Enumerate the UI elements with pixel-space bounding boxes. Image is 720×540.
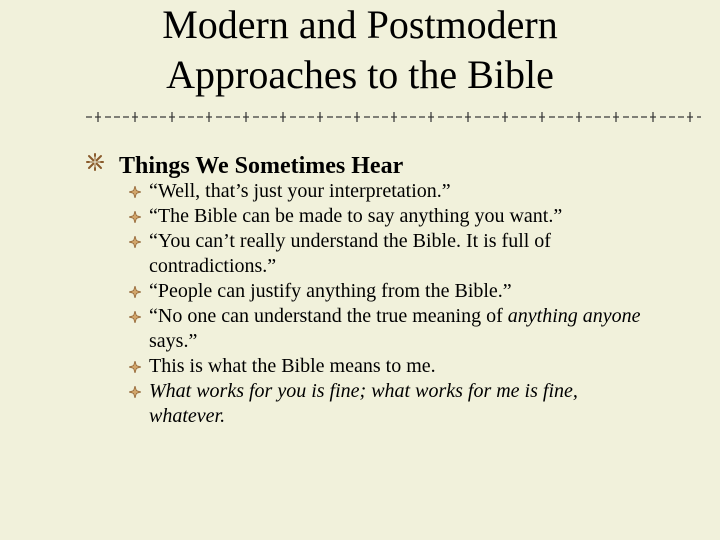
list-item — [129, 354, 649, 379]
heading-text: Things We Sometimes Hear — [119, 153, 404, 179]
list-item-text: “You can’t really understand the Bible. It is full of contradictions.” — [149, 230, 551, 277]
list-item-text-end: says.” — [149, 330, 198, 352]
list-item — [129, 179, 649, 204]
list-item-period: . — [220, 405, 226, 427]
four-point-star-icon — [129, 186, 141, 198]
list-item-text: This is what the Bible means to me. — [149, 355, 436, 377]
four-point-star-icon — [129, 386, 141, 398]
four-point-star-icon — [129, 211, 141, 223]
list-item-emphasis: What works for you is fine; what works for me is fine, whatever — [149, 380, 578, 427]
list-item — [129, 229, 649, 279]
list-item-text: “The Bible can be made to say anything you want.” — [149, 205, 563, 227]
quote-list — [129, 179, 649, 429]
list-item-emphasis: anything anyone — [507, 305, 641, 327]
four-point-star-icon — [129, 361, 141, 373]
four-point-star-icon — [129, 286, 141, 298]
list-item-text: “Well, that’s just your interpretation.” — [149, 180, 451, 202]
list-item — [129, 204, 649, 229]
slide-title — [0, 0, 720, 100]
list-item-text: “People can justify anything from the Bible.” — [149, 280, 512, 302]
decorative-divider — [86, 103, 701, 131]
list-item — [129, 379, 649, 429]
asterisk-icon — [86, 153, 104, 171]
title-line-2: Approaches to the Bible — [166, 52, 554, 97]
four-point-star-icon — [129, 311, 141, 323]
list-item — [129, 279, 649, 304]
title-line-1: Modern and Postmodern — [162, 2, 558, 47]
list-item-text-start: “No one can understand the true meaning of — [149, 305, 508, 327]
four-point-star-icon — [129, 236, 141, 248]
list-item — [129, 304, 649, 354]
